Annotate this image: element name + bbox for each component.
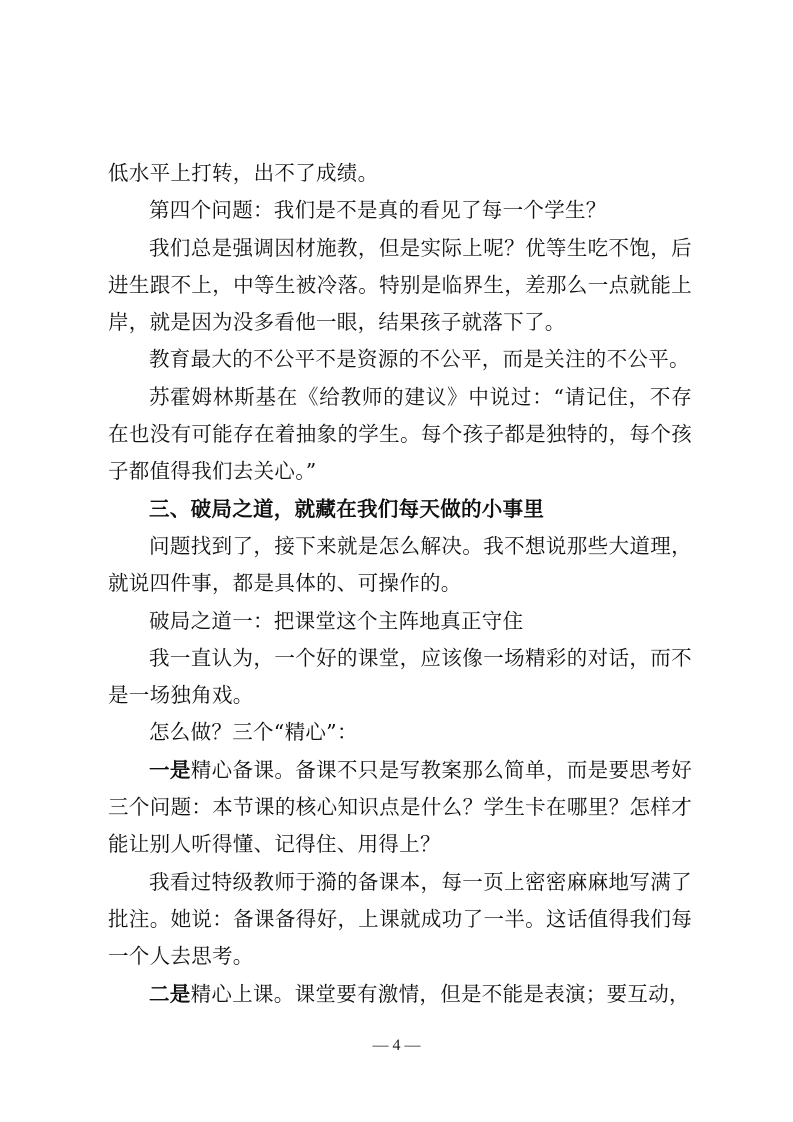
- paragraph-quote-suhomlinsky: 苏霍姆林斯基在《给教师的建议》中说过：“请记住，不存在也没有可能存在着抽象的学生。每个孩子都是独特的，每个孩子都值得我们去关心。”: [108, 384, 692, 484]
- paragraph-teaching-according-aptitude: 我们总是强调因材施教，但是实际上呢？优等生吃不饱，后进生跟不上，中等生被冷落。特别是临界生，差那么一点就能上岸，就是因为没多看他一眼，结果孩子就落下了。: [108, 235, 692, 335]
- paragraph-careful-preparation: [108, 752, 692, 864]
- lead-label-one: 一是: [149, 757, 191, 782]
- paragraph-question-four: 第四个问题：我们是不是真的看见了每一个学生？: [149, 198, 607, 223]
- lead-label-two: 二是: [149, 981, 191, 1006]
- paragraph-three-careful: 怎么做？三个“精心”：: [149, 720, 358, 745]
- paragraph-careful-teaching: [108, 976, 692, 1013]
- paragraph-text: 精心备课。备课不只是写教案那么简单，而是要思考好三个问题：本节课的核心知识点是什么？学生卡在哪里？怎样才能让别人听得懂、记得住、用得上？: [108, 757, 692, 857]
- document-body: [108, 155, 692, 1013]
- paragraph-solutions-intro: 问题找到了，接下来就是怎么解决。我不想说那些大道理，就说四件事，都是具体的、可操作的。: [108, 533, 692, 596]
- subheading-solution-one: 破局之道一：把课堂这个主阵地真正守住: [149, 608, 524, 633]
- page-number: — 4 —: [372, 1037, 421, 1054]
- paragraph-yu-yi: 我看过特级教师于漪的备课本，每一页上密密麻麻地写满了批注。她说：备课备得好，上课就成功了一半。这话值得我们每一个人去思考。: [108, 869, 692, 969]
- paragraph-good-classroom: 我一直认为，一个好的课堂，应该像一场精彩的对话，而不是一场独角戏。: [108, 645, 692, 708]
- paragraph-continuation: 低水平上打转，出不了成绩。: [108, 161, 379, 185]
- paragraph-fairness: 教育最大的不公平不是资源的不公平，而是关注的不公平。: [149, 347, 690, 372]
- section-heading-three: 三、破局之道，就藏在我们每天做的小事里: [149, 496, 545, 521]
- paragraph-text: 精心上课。课堂要有激情，但是不能是表演；要互动，: [190, 981, 690, 1006]
